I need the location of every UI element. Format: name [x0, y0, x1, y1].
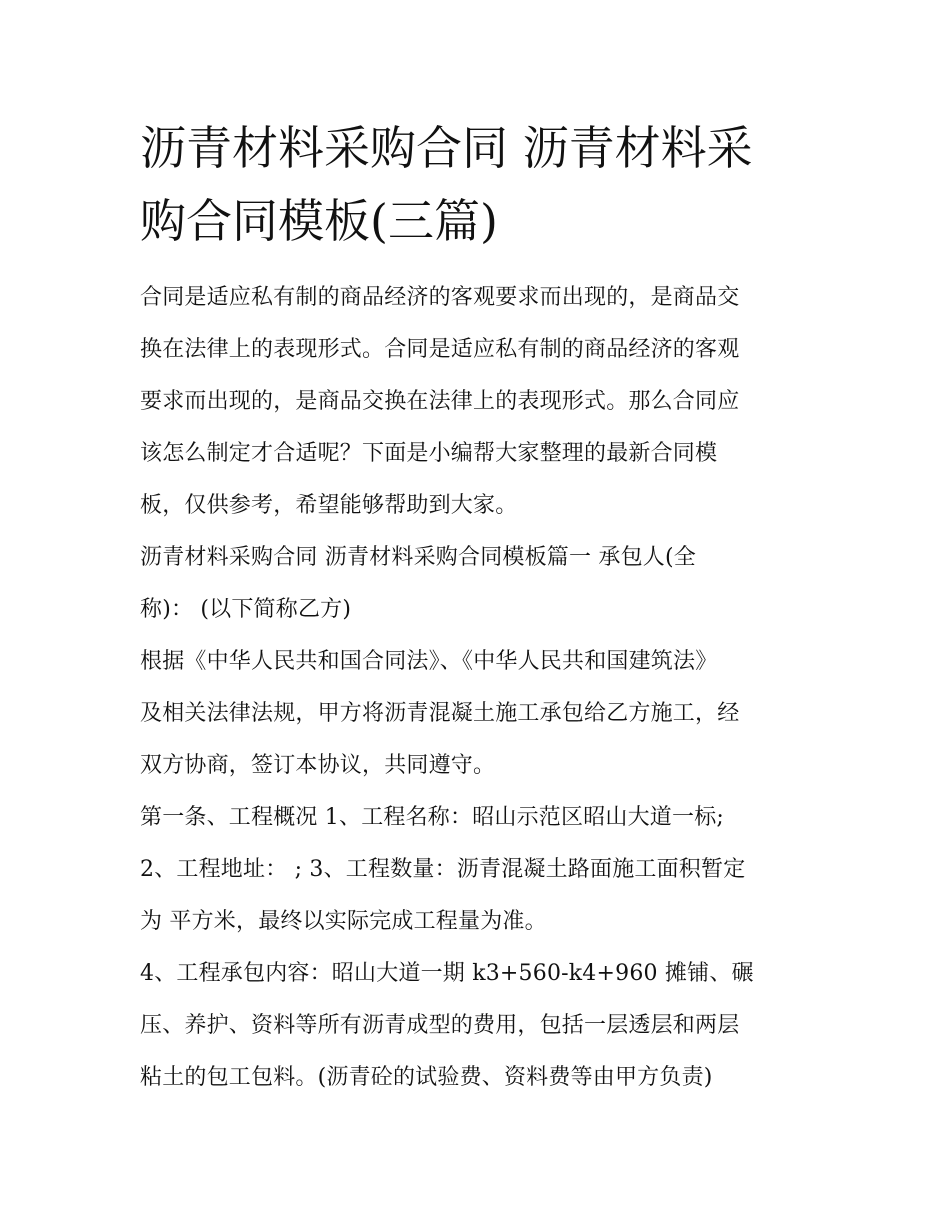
legal-basis-paragraph: 根据《中华人民共和国合同法》、《中华人民共和国建筑法》 及相关法律法规，甲方将沥青混凝土施工承包给乙方施工，经 双方协商，签订本协议，共同遵守。 [140, 649, 740, 778]
scope-paragraph: 4、工程承包内容：昭山大道一期 k3+560-k4+960 摊铺、碾 压、养护、资料等所有沥青成型的费用，包括一层透层和两层 粘土的包工包料。(沥青砼的试验费、资料费等由甲方负责) [140, 961, 754, 1090]
intro-paragraph: 合同是适应私有制的商品经济的客观要求而出现的，是商品交 换在法律上的表现形式。合同是适应私有制的商品经济的客观 要求而出现的，是商品交换在法律上的表现形式。那么合同应 该怎么制定才合适呢？下面是小编帮大家整理的最新合同模 板，仅供参考，希望能够帮助到大家。 [140, 285, 740, 518]
article-one-paragraph: 第一条、工程概况 1、工程名称：昭山示范区昭山大道一标; 2、工程地址： ; 3、工程数量：沥青混凝土路面施工面积暂定 为 平方米，最终以实际完成工程量为准。 [140, 805, 746, 934]
contract-heading-paragraph: 沥青材料采购合同 沥青材料采购合同模板篇一 承包人(全 称)： (以下简称乙方) [140, 545, 696, 622]
document-body [140, 112, 815, 1104]
document-title: 沥青材料采购合同 沥青材料采 购合同模板(三篇) [140, 121, 753, 248]
